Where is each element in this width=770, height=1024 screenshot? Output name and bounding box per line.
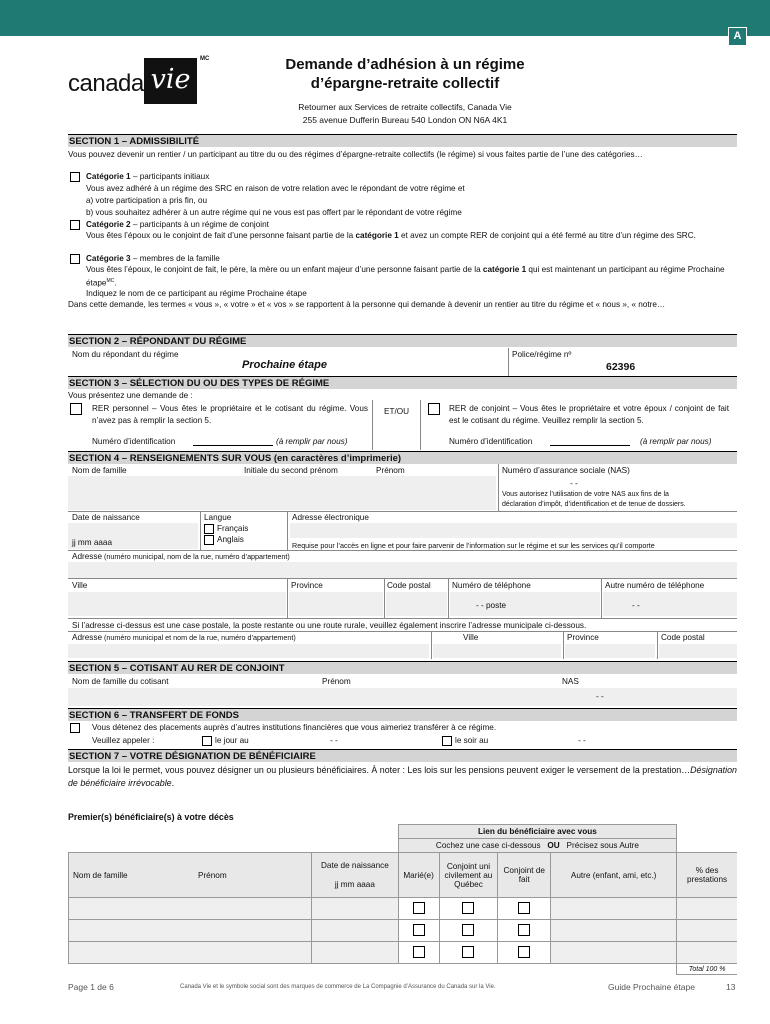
conj-uni-checkbox[interactable] — [462, 924, 474, 936]
et-ou-label: ET/OU — [384, 407, 410, 416]
address2-label: Adresse (numéro municipal et nom de la rue, numéro d’appartement) — [72, 633, 296, 642]
rer-conjoint-id-line — [550, 445, 630, 446]
nas-note-2: déclaration d’impôt, d’identification et de tenue de dossiers. — [502, 501, 686, 508]
province-field[interactable] — [289, 592, 383, 616]
divider — [287, 511, 288, 551]
email-note: Requise pour l’accès en ligne et pour faire parvenir de l’information sur le régime et sur les services qu’il comporte — [292, 541, 655, 550]
divider — [420, 400, 421, 450]
section-3-header: SECTION 3 – SÉLECTION DU OU DES TYPES DE RÉGIME — [68, 376, 737, 389]
category-3-checkbox[interactable] — [70, 254, 80, 264]
contrib-lastname-label: Nom de famille du cotisant — [72, 677, 169, 686]
conj-uni-checkbox[interactable] — [462, 902, 474, 914]
email-label: Adresse électronique — [292, 513, 369, 522]
divider — [68, 618, 737, 619]
section-6-header: SECTION 6 – TRANSFERT DE FONDS — [68, 708, 737, 721]
logo-mark: MC — [200, 56, 210, 62]
postal-field[interactable] — [386, 592, 447, 616]
rer-personnel-checkbox[interactable] — [70, 403, 82, 415]
divider — [287, 578, 288, 618]
category-1-desc: Vous avez adhéré à un régime des SRC en raison de votre relation avec le répondant de votre régime et — [86, 184, 465, 193]
contrib-field[interactable] — [68, 688, 737, 706]
nas-label: Numéro d’assurance sociale (NAS) — [502, 466, 630, 475]
category-3-title: Catégorie 3 – membres de la famille — [86, 254, 220, 263]
evening-checkbox[interactable] — [442, 736, 452, 746]
logo-box: vie — [144, 58, 197, 104]
dob-format: jj mm aaaa — [72, 538, 113, 547]
marie-checkbox[interactable] — [413, 946, 425, 958]
col-dob: Date de naissance jj mm aaaa — [312, 853, 399, 898]
rer-conjoint-id-label: Numéro d’identification — [449, 437, 533, 446]
total-label: Total 100 % — [677, 964, 737, 975]
section-1-header: SECTION 1 – ADMISSIBILITÉ — [68, 134, 737, 147]
sponsor-label: Nom du répondant du régime — [72, 350, 179, 359]
province-label: Province — [291, 581, 323, 590]
call-label: Veuillez appeler : — [92, 736, 155, 745]
divider — [601, 578, 602, 618]
email-field[interactable] — [290, 523, 737, 538]
section-2-header: SECTION 2 – RÉPONDANT DU RÉGIME — [68, 334, 737, 347]
rer-conjoint-id-note: (à remplir par nous) — [640, 437, 712, 446]
col-pct: % des prestations — [677, 853, 737, 898]
postal2-label: Code postal — [661, 633, 705, 642]
conj-fait-checkbox[interactable] — [518, 924, 530, 936]
table-row — [69, 898, 738, 920]
col-conj-fait: Conjoint de fait — [498, 853, 551, 898]
category-1-option-a: a) votre participation a pris fin, ou — [86, 196, 208, 205]
postal2-field[interactable] — [659, 644, 737, 658]
return-address: Retourner aux Services de retraite collectifs, Canada Vie 255 avenue Dufferin Bureau 540 London ON N6A 4K1 — [298, 102, 512, 125]
conj-fait-checkbox[interactable] — [518, 946, 530, 958]
lien-subheader: Cochez une case ci-dessous OU Précisez sous Autre — [398, 839, 677, 853]
divider — [68, 578, 737, 579]
marie-checkbox[interactable] — [413, 902, 425, 914]
top-banner — [0, 0, 770, 36]
phone-label: Numéro de téléphone — [452, 581, 531, 590]
category-2-desc: Vous êtes l’époux ou le conjoint de fait d’une personne faisant partie de la catégorie 1 et avez un compte RER de conjoint qui a été fermé au titre d’un régime des SRC. — [86, 231, 696, 240]
page-number: Page 1 de 6 — [68, 982, 114, 992]
category-3-indicate: Indiquez le nom de ce participant au régime Prochaine étape — [86, 289, 307, 298]
day-checkbox[interactable] — [202, 736, 212, 746]
phone-field[interactable] — [450, 592, 600, 616]
divider — [563, 631, 564, 659]
initial-label: Initiale du second prénom — [244, 466, 338, 475]
city-field[interactable] — [68, 592, 286, 616]
section-1-closing: Dans cette demande, les termes « vous », « votre » et « vos » se rapportent à la personne qui demande à devenir un rentier au titre du régime et « nous », « notre… — [68, 300, 666, 309]
rer-personnel-id-note: (à remplir par nous) — [276, 437, 348, 446]
phone2-format: - - — [632, 601, 640, 610]
divider — [431, 631, 432, 659]
col-marie: Marié(e) — [398, 853, 439, 898]
section-7-paragraph: Lorsque la loi le permet, vous pouvez désigner un ou plusieurs bénéficiaires. À noter : Les lois sur les pensions peuvent exiger le versement de la prestation…Désignation de bénéficiaire irrévocable. — [68, 765, 737, 788]
page-badge: A — [728, 27, 747, 46]
divider — [508, 348, 509, 376]
category-2-title: Catégorie 2 – participants à un régime de conjoint — [86, 220, 269, 229]
phone-format: - - poste — [476, 601, 507, 610]
rer-conjoint-text: RER de conjoint – Vous êtes le propriétaire et votre époux / conjoint de fait est le cotisant du régime. Veuillez remplir la section 5. — [449, 404, 729, 425]
section-3-intro: Vous présentez une demande de : — [68, 391, 193, 400]
day-label: le jour au — [215, 736, 249, 745]
policy-value: 62396 — [606, 361, 636, 373]
section-4-header: SECTION 4 – RENSEIGNEMENTS SUR VOUS (en caractères d’imprimerie) — [68, 451, 737, 464]
section-7-header: SECTION 7 – VOTRE DÉSIGNATION DE BÉNÉFICIAIRE — [68, 749, 737, 762]
category-2-checkbox[interactable] — [70, 220, 80, 230]
rer-conjoint-checkbox[interactable] — [428, 403, 440, 415]
nas-note-1: Vous autorisez l’utilisation de votre NAS aux fins de la — [502, 491, 669, 498]
contrib-nas-separators: - - — [596, 692, 604, 701]
col-autre: Autre (enfant, ami, etc.) — [551, 853, 677, 898]
table-row — [69, 920, 738, 942]
divider — [384, 578, 385, 618]
address-field[interactable] — [68, 562, 737, 578]
language-label: Langue — [204, 513, 232, 522]
form-title: Demande d’adhésion à un régime d’épargne-retraite collectif — [285, 56, 525, 92]
col-lastname: Nom de famille — [69, 853, 198, 898]
guide-name: Guide Prochaine étape — [608, 982, 695, 992]
province2-field[interactable] — [565, 644, 655, 658]
divider — [657, 631, 658, 659]
section-5-header: SECTION 5 – COTISANT AU RER DE CONJOINT — [68, 661, 737, 674]
lien-header: Lien du bénéficiaire avec vous — [398, 825, 677, 839]
sponsor-value: Prochaine étape — [242, 359, 327, 371]
category-1-checkbox[interactable] — [70, 172, 80, 182]
canada-vie-logo — [68, 56, 218, 106]
rer-personnel-text: RER personnel – Vous êtes le propriétaire et le cotisant du régime. Vous n’avez pas à remplir la section 5. — [92, 404, 368, 425]
name-field[interactable] — [68, 476, 496, 510]
category-3-desc: Vous êtes l’époux, le conjoint de fait, le père, la mère ou un enfant majeur d’une personne faisant partie de la catégorie 1 qui est maintenant un participant au régime Prochaine étape$^{MC}$. — [86, 265, 725, 288]
city2-field[interactable] — [433, 644, 561, 658]
transfer-checkbox[interactable] — [70, 723, 80, 733]
rer-personnel-id-label: Numéro d’identification — [92, 437, 176, 446]
contrib-nas-label: NAS — [562, 677, 579, 686]
divider — [200, 511, 201, 551]
guide-page-number: 13 — [726, 982, 736, 992]
french-label: Français — [217, 524, 249, 533]
po-box-note: Si l’adresse ci-dessus est une case postale, la poste restante ou une route rurale, veuillez également inscrire l’adresse municipale ci-dessous. — [72, 621, 587, 630]
lastname-label: Nom de famille — [72, 466, 127, 475]
city-label: Ville — [72, 581, 88, 590]
rer-personnel-id-line — [193, 445, 273, 446]
divider — [448, 578, 449, 618]
evening-label: le soir au — [455, 736, 489, 745]
evening-phone: - - — [578, 736, 586, 745]
day-phone: - - — [330, 736, 338, 745]
policy-label: Police/régime nº — [512, 350, 572, 359]
firstname-label: Prénom — [376, 466, 405, 475]
conj-fait-checkbox[interactable] — [518, 902, 530, 914]
trademark-note: Canada Vie et le symbole social sont des marques de commerce de La Compagnie d’Assurance du Canada sur la Vie. — [180, 984, 496, 990]
col-firstname: Prénom — [198, 853, 312, 898]
address2-field[interactable] — [68, 644, 429, 658]
divider — [372, 400, 373, 450]
table-row — [69, 942, 738, 964]
phone2-field[interactable] — [603, 592, 737, 616]
postal-label: Code postal — [387, 581, 431, 590]
category-1-option-b: b) vous souhaitez adhérer à un autre régime qui ne vous est pas offert par le répondant de votre régime — [86, 208, 462, 217]
col-conj-uni: Conjoint uni civilement au Québec — [439, 853, 498, 898]
beneficiary-table — [68, 824, 737, 975]
section-1-intro: Vous pouvez devenir un rentier / un participant au titre du ou des régimes d’épargne-retraite collectifs (le régime) si vous faites partie de l’une des catégories… — [68, 150, 643, 159]
first-beneficiaries-title: Premier(s) bénéficiaire(s) à votre décès — [68, 812, 234, 822]
city2-label: Ville — [463, 633, 479, 642]
french-checkbox[interactable] — [204, 524, 214, 534]
logo-text: canada — [68, 70, 144, 97]
nas-separators: - - — [570, 479, 578, 488]
english-checkbox[interactable] — [204, 535, 214, 545]
conj-uni-checkbox[interactable] — [462, 946, 474, 958]
phone2-label: Autre numéro de téléphone — [605, 581, 705, 590]
dob-label: Date de naissance — [72, 513, 140, 522]
divider — [498, 464, 499, 512]
marie-checkbox[interactable] — [413, 924, 425, 936]
address-label: Adresse (numéro municipal, nom de la rue, numéro d’appartement) — [72, 552, 290, 561]
english-label: Anglais — [217, 535, 244, 544]
contrib-firstname-label: Prénom — [322, 677, 351, 686]
transfer-text: Vous détenez des placements auprès d’autres institutions financières que vous aimeriez transférer à ce régime. — [92, 723, 497, 732]
divider — [68, 511, 737, 512]
province2-label: Province — [567, 633, 599, 642]
category-1-title: Catégorie 1 – participants initiaux — [86, 172, 210, 181]
